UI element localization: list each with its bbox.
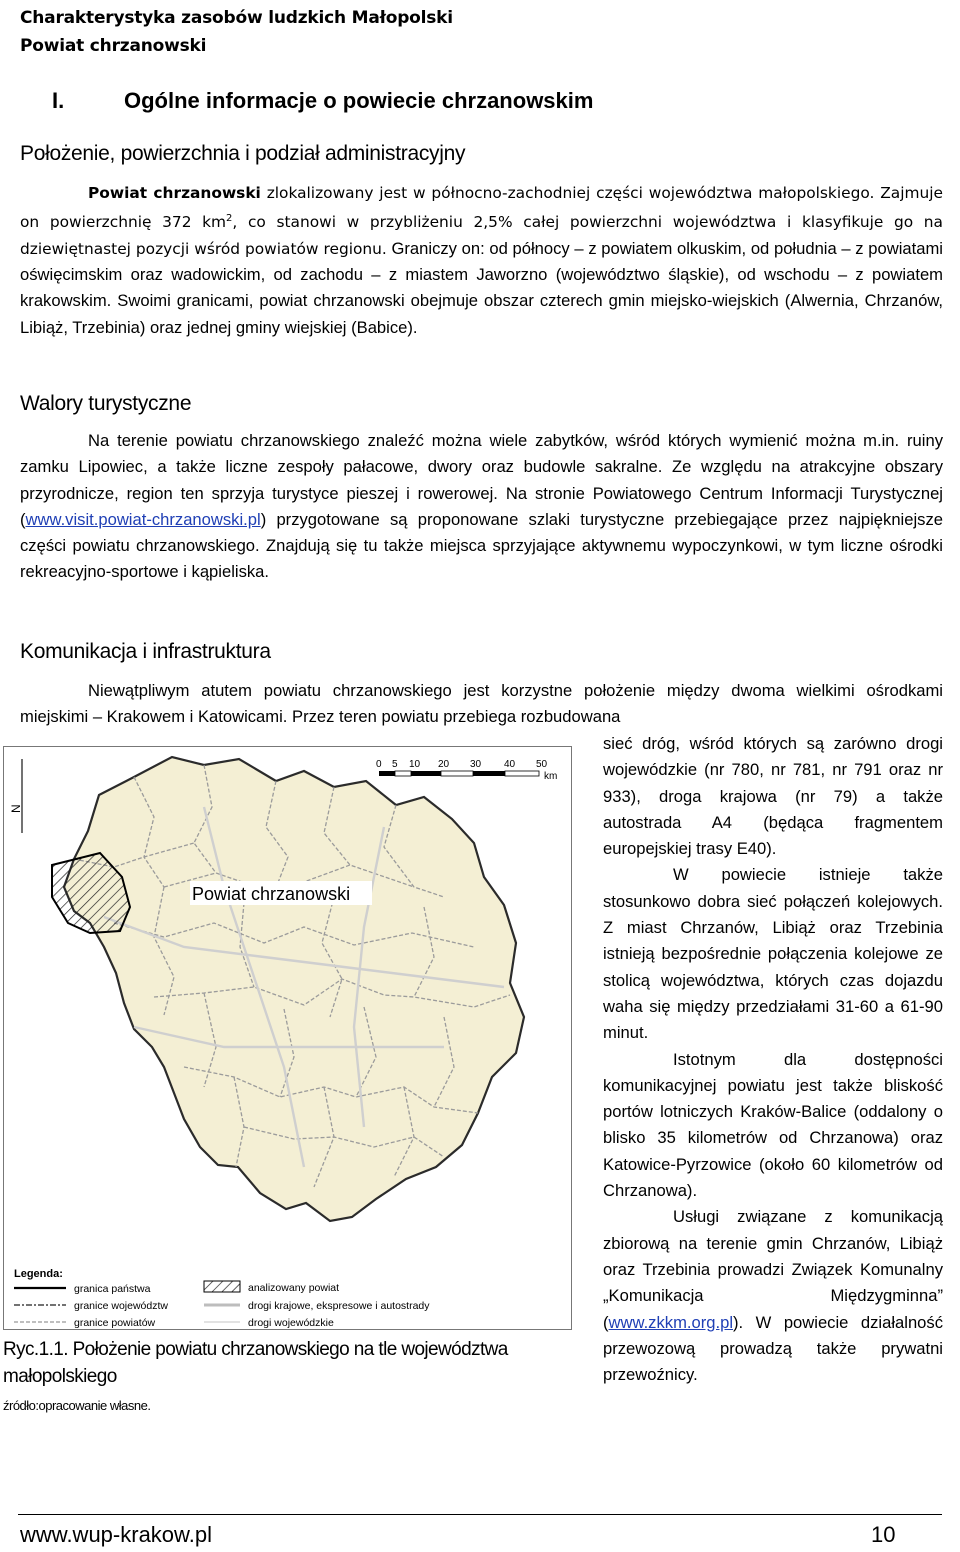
section-heading-transport: Komunikacja i infrastruktura bbox=[20, 640, 271, 663]
column-paragraph: sieć dróg, wśród których są zarówno drogi wojewódzkie (nr 780, nr 781, nr 791 oraz nr 933), droga krajowa (nr 79) a także autostrada A4 (będąca fragmentem europejskiej trasy E40). bbox=[603, 734, 943, 859]
text-span: Usługi związane z komunikacją zbiorową na terenie gmin Chrzanów, Libiąż oraz Trzebinia prowadzi Związek Komunalny „Komunikacja Międzygminna” ( bbox=[603, 1207, 943, 1332]
map-legend bbox=[4, 1257, 571, 1329]
footer-divider bbox=[18, 1514, 942, 1515]
legend-item: granice województw bbox=[74, 1300, 168, 1312]
scale-tick: 5 bbox=[392, 759, 398, 770]
column-paragraph bbox=[603, 1047, 943, 1205]
legend-item: drogi wojewódzkie bbox=[248, 1317, 334, 1329]
voivodeship-map bbox=[3, 746, 572, 1330]
footer-website: www.wup-krakow.pl bbox=[20, 1522, 212, 1547]
legend-item: granica państwa bbox=[74, 1283, 151, 1295]
superscript: 2 bbox=[226, 213, 233, 225]
transport-column bbox=[603, 731, 943, 1388]
text-span: W powiecie istnieje także stosunkowo dobra sieć połączeń kolejowych. Z miast Chrzanów, Libiąż oraz Trzebinia istnieją bezpośrednie połączenia kolejowe ze stolicą województwa, których czas dojazdu waha się między przedziałami 31-60 a 61-90 minut. bbox=[603, 865, 943, 1043]
chapter-number: I. bbox=[52, 88, 65, 113]
scale-tick: 10 bbox=[409, 759, 421, 770]
north-arrow bbox=[9, 759, 23, 833]
text-span: Niewątpliwym atutem powiatu chrzanowskiego jest korzystne położenie między dwoma wielkimi ośrodkami miejskimi – Krakowem i Katowicami. Przez teren powiatu przebiega rozbudowana bbox=[20, 681, 943, 727]
column-paragraph bbox=[603, 862, 943, 1046]
paragraph-location bbox=[20, 180, 943, 341]
figure-source: źródło:opracowanie własne. bbox=[3, 1398, 151, 1413]
scale-tick: 20 bbox=[438, 759, 450, 770]
scale-tick: 40 bbox=[504, 759, 516, 770]
text-span: zlokalizowany jest w północno-zachodniej części województwa małopolskiego. Zajmuje on powierzchnię 372 km bbox=[20, 184, 943, 232]
figure-caption: Ryc.1.1. Położenie powiatu chrzanowskiego na tle województwa małopolskiego bbox=[3, 1339, 508, 1387]
lead-bold: Powiat chrzanowski bbox=[88, 184, 261, 202]
map-graphic bbox=[4, 747, 571, 1329]
text-span: Istotnym dla dostępności komunikacyjnej powiatu jest także bliskość portów lotniczych Kraków-Balice (oddalony o blisko 35 kilometrów od Chrzanowa) oraz Katowice-Pyrzowice (około 60 kilometrów od Chrzanowa). bbox=[603, 1049, 943, 1201]
scale-tick: 50 bbox=[536, 759, 548, 770]
running-header bbox=[20, 4, 453, 60]
text-span: , co stanowi w przybliżeniu 2,5% całej powierzchni województwa i klasyfikuje go na dziewiętnastej pozycji wśród powiatów regionu. bbox=[20, 213, 943, 258]
zkkm-link[interactable]: www.zkkm.org.pl bbox=[608, 1312, 734, 1332]
text-span: ) przygotowane są proponowane szlaki turystyczne przebiegające przez najpiękniejsze części powiatu chrzanowskiego. Znajdują się tu także miejsca sprzyjające aktywnemu wypoczynkowi, w tym liczne ośrodki rekreacyjno-sportowe i kąpieliska. bbox=[20, 509, 943, 582]
section-heading-tourism: Walory turystyczne bbox=[20, 392, 192, 415]
scale-bar bbox=[376, 759, 557, 782]
legend-item: analizowany powiat bbox=[248, 1282, 340, 1294]
county-label: Powiat chrzanowski bbox=[192, 884, 351, 904]
tourism-link[interactable]: www.visit.powiat-chrzanowski.pl bbox=[25, 509, 261, 529]
header-title: Charakterystyka zasobów ludzkich Małopolski bbox=[20, 8, 453, 28]
page-number: 10 bbox=[871, 1522, 896, 1547]
voivodeship-area bbox=[64, 757, 524, 1221]
scale-unit: km bbox=[544, 771, 558, 782]
text-span: ). W powiecie działalność przewozową prowadzą także prywatni przewoźnicy. bbox=[603, 1312, 943, 1385]
north-label: N bbox=[9, 804, 23, 813]
column-paragraph bbox=[603, 1204, 943, 1388]
text-span: Na terenie powiatu chrzanowskiego znaleźć można wiele zabytków, wśród których wymienić można m.in. ruiny zamku Lipowiec, a także liczne zespoły pałacowe, dwory oraz budowle sakralne. Ze względu na atrakcyjne obszary przyrodnicze, region ten sprzyja turystyce pieszej i rowerowej. Na stronie Powiatowego Centrum Informacji Turystycznej ( bbox=[20, 431, 943, 529]
legend-item: drogi krajowe, ekspresowe i autostrady bbox=[248, 1300, 430, 1312]
paragraph-tourism bbox=[20, 428, 943, 586]
legend-item: granice powiatów bbox=[74, 1317, 156, 1329]
legend-title: Legenda: bbox=[14, 1268, 63, 1280]
paragraph-transport-intro bbox=[20, 678, 943, 731]
scale-tick: 30 bbox=[470, 759, 482, 770]
header-subtitle: Powiat chrzanowski bbox=[20, 36, 207, 56]
text-span: Graniczy on: od północy – z powiatem olkuskim, od południa – z powiatami oświęcimskim oraz wadowickim, od zachodu – z miastem Jaworzno (województwo śląskie), od wschodu – z powiatem krakowskim. Swoimi granicami, powiat chrzanowski obejmuje obszar czterech gmin miejsko-wiejskich (Alwernia, Chrzanów, Libiąż, Trzebinia) oraz jednej gminy wiejskiej (Babice). bbox=[20, 238, 943, 337]
scale-tick: 0 bbox=[376, 759, 382, 770]
chapter-title bbox=[52, 88, 593, 114]
section-heading-location: Położenie, powierzchnia i podział administracyjny bbox=[20, 142, 466, 165]
chapter-heading: Ogólne informacje o powiecie chrzanowskim bbox=[124, 88, 594, 113]
